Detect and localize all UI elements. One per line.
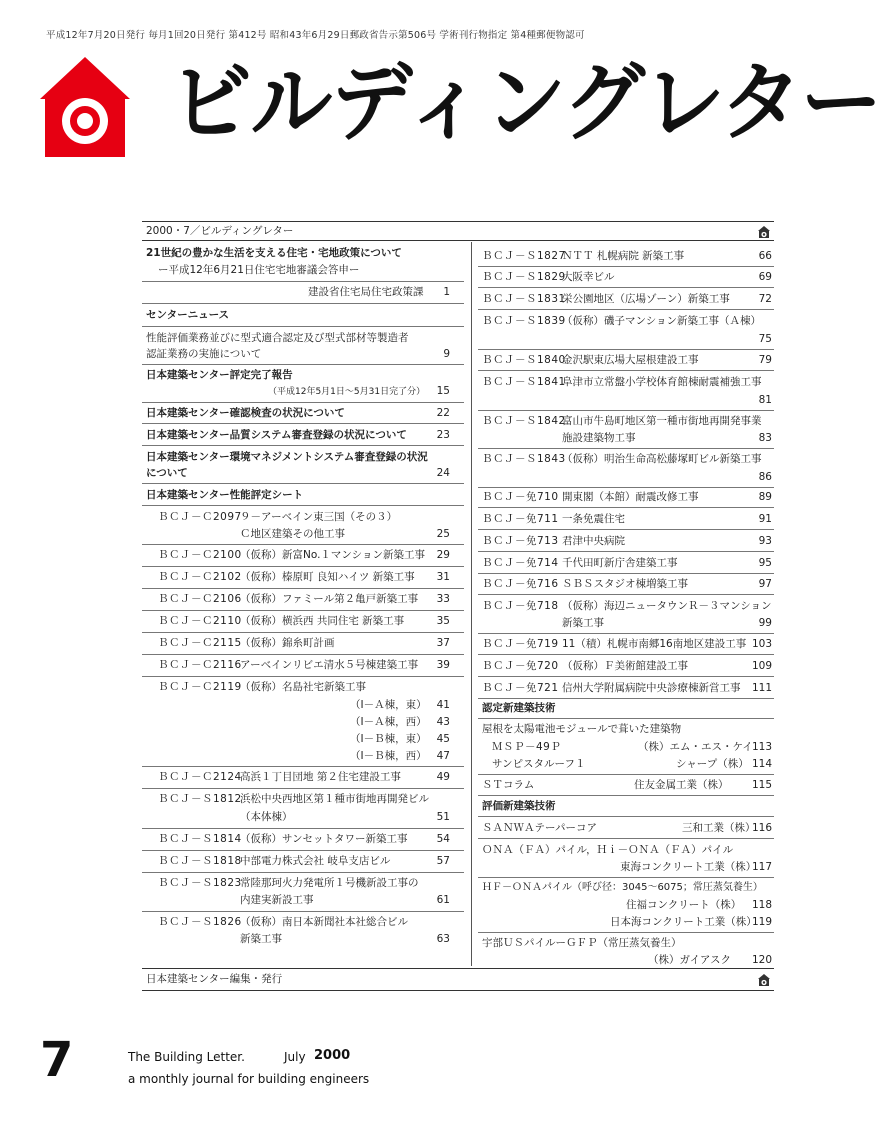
small-house-icon [758,974,770,986]
page-number: 47 [436,750,450,762]
page-number: 113 [751,741,772,753]
tech-product: ＳＡＮＷＡテーパーコア [482,822,597,834]
entry-code: ＢＣＪ－免716 [482,578,559,590]
entry-title: 高浜１丁目団地 第２住宅建設工事 [240,771,401,783]
section-eval-report: 日本建築センター評定完了報告 [146,369,293,381]
section-cert-new: 認定新建築技術 [482,702,556,714]
page-number: 66 [758,250,772,262]
tech-company: シャープ（株） [676,758,749,770]
news-text-2: 認証業務の実施について [146,348,262,360]
page-number: 33 [436,593,450,605]
page-number: 91 [758,513,772,525]
tech-company: 東海コンクリート工業（株） [620,861,757,873]
entry-title: ＮＴＴ 札幌病院 新築工事 [562,250,685,262]
footer-rule [142,968,774,969]
entry-title: 大阪幸ビル [562,271,615,283]
page-number: 89 [758,491,772,503]
entry-title: 11（積）札幌市南郷16南地区建設工事 [562,638,747,650]
page-number: 1 [443,286,450,298]
page-number: 69 [758,271,772,283]
page-number: 29 [436,549,450,561]
entry-title: 栄公園地区（広場ゾーン）新築工事 [562,293,730,305]
feature-author: 建設省住宅局住宅政策課 [308,286,424,298]
page-number: 81 [758,394,772,406]
entry-code: ＢＣＪ－Ｓ1812 [158,793,242,805]
entry-code: ＢＣＪ－Ｃ2110 [158,615,242,627]
entry-code: ＢＣＪ－Ｃ2106 [158,593,242,605]
entry-code: ＢＣＪ－免713 [482,535,559,547]
page-number: 118 [751,899,772,911]
entry-title: （仮称）南日本新聞社本社総合ビル [240,916,408,928]
page-number: 103 [751,638,772,650]
tech-product: ＳＴコラム [482,779,535,791]
header-line: 2000・7／ビルディングレター [146,225,294,237]
page-number: 23 [436,429,450,441]
section-quality: 日本建築センター品質システム審査登録の状況について [146,429,407,441]
entry-code: ＢＣＪ－Ｃ2097 [158,511,242,523]
english-date-year: 2000 [314,1048,351,1063]
page-number: 22 [436,407,450,419]
page-number: 109 [751,660,772,672]
english-title: The Building Letter. [128,1050,245,1064]
entry-title: （仮称）磯子マンション新築工事（Ａ棟） [562,315,762,327]
entry-title: 施設建築物工事 [562,432,636,444]
entry-title: 阜津市立常盤小学校体育館棟耐震補強工事 [562,376,762,388]
entry-title: Ｃ地区建築その他工事 [240,528,345,540]
page-number: 72 [758,293,772,305]
entry-subtitle: （Ⅰ－Ａ棟，西） [350,716,427,728]
section-confirm: 日本建築センター確認検査の状況について [146,407,345,419]
entry-title: 金沢駅東広場大屋根建設工事 [562,354,699,366]
page-number: 75 [758,333,772,345]
tech-company: 住友金属工業（株） [634,779,729,791]
entry-code: ＢＣＪ－Ｓ1839 [482,315,566,327]
entry-title: 浜松中央西地区第１種市街地再開発ビル [240,793,429,805]
entry-code: ＢＣＪ－Ｃ2124 [158,771,242,783]
page-number: 25 [436,528,450,540]
entry-title: 中部電力株式会社 岐阜支店ビル [240,855,391,867]
feature-subtitle: ー平成12年6月21日住宅宅地審議会答申ー [158,264,360,276]
page-number: 120 [751,954,772,966]
entry-code: ＢＣＪ－Ｃ2119 [158,681,242,693]
entry-title: 一条免震住宅 [562,513,625,525]
page-number: 41 [436,699,450,711]
page-number: 97 [758,578,772,590]
entry-subtitle: （Ⅰ－Ｂ棟，西） [350,750,427,762]
entry-title: 信州大学附属病院中央診療棟新営工事 [562,682,741,694]
entry-title: （仮称）名島社宅新築工事 [240,681,366,693]
entry-title: （仮称）サンセットタワー新築工事 [240,833,408,845]
header-rule-2 [142,240,774,241]
page-number: 57 [436,855,450,867]
entry-subtitle: （Ⅰ－Ａ棟，東） [350,699,427,711]
section-center-news: センターニュース [146,309,230,321]
page-number: 9 [443,348,450,360]
tech-product: ＯＮＡ（ＦＡ）パイル，Ｈｉ－ＯＮＡ（ＦＡ）パイル [482,844,734,856]
entry-code: ＢＣＪ－Ｓ1829 [482,271,566,283]
page-number: 39 [436,659,450,671]
entry-title: アーベインリビエ清水５号棟建築工事 [240,659,419,671]
entry-title: （仮称）錦糸町計画 [240,637,335,649]
entry-code: ＢＣＪ－免714 [482,557,559,569]
entry-code: ＢＣＪ－Ｓ1827 [482,250,566,262]
section-env-2: について [146,467,188,479]
entry-code: ＢＣＪ－Ｃ2115 [158,637,242,649]
entry-title: 千代田町新庁舎建築工事 [562,557,678,569]
house-logo-icon [40,57,130,157]
small-house-icon [758,226,770,238]
english-subtitle: a monthly journal for building engineers [128,1072,370,1086]
page-number: 49 [436,771,450,783]
entry-code: ＢＣＪ－Ｓ1826 [158,916,242,928]
entry-code: ＢＣＪ－Ｃ2102 [158,571,242,583]
entry-title: （仮称）明治生命高松藤塚町ビル新築工事 [562,453,762,465]
entry-code: ＢＣＪ－Ｃ2100 [158,549,242,561]
entry-title: （仮称）Ｆ美術館建設工事 [562,660,688,672]
entry-code: ＢＣＪ－免711 [482,513,559,525]
header-rule [142,221,774,222]
entry-title: （本体棟） [240,811,293,823]
eval-report-period: （平成12年5月1日～5月31日完了分） [268,387,426,397]
entry-title: ＳＢＳスタジオ棟増築工事 [562,578,688,590]
entry-code: ＢＣＪ－Ｓ1841 [482,376,566,388]
section-perf-sheet: 日本建築センター性能評定シート [146,489,304,501]
page-number: 45 [436,733,450,745]
tech-company: （株）エム・エス・ケイ [638,741,753,753]
entry-subtitle: （Ⅰ－Ｂ棟，東） [350,733,427,745]
tech-company: （株）ガイアスク [648,954,731,966]
entry-code: ＢＣＪ－Ｓ1843 [482,453,566,465]
entry-code: ＢＣＪ－Ｓ1831 [482,293,566,305]
entry-title: 新築工事 [562,617,604,629]
page-number: 86 [758,471,772,483]
issue-number: 7 [40,1032,74,1088]
page-number: 117 [751,861,772,873]
footer-line: 日本建築センター編集・発行 [146,973,283,985]
entry-code: ＢＣＪ－Ｃ2116 [158,659,242,671]
entry-title: （仮称）榛原町 良知ハイツ 新築工事 [240,571,415,583]
page-number: 114 [751,758,772,770]
tech-company: 日本海コンクリート工業（株） [610,916,757,928]
english-date-month: July [284,1050,306,1064]
tech-title: 屋根を太陽電池モジュールで葺いた建築物 [482,723,682,735]
page-number: 31 [436,571,450,583]
page-number: 116 [751,822,772,834]
entry-title: 常陸那珂火力発電所１号機新設工事の [240,877,419,889]
page-number: 79 [758,354,772,366]
page-number: 54 [436,833,450,845]
page-number: 61 [436,894,450,906]
entry-title: （仮称）ファミール第２亀戸新築工事 [240,593,419,605]
page-number: 111 [751,682,772,694]
page-number: 35 [436,615,450,627]
entry-code: ＢＣＪ－Ｓ1814 [158,833,242,845]
page-number: 83 [758,432,772,444]
column-divider [471,242,472,966]
page-number: 95 [758,557,772,569]
tech-product: サンピスタルーフ１ [492,758,586,770]
page-number: 63 [436,933,450,945]
entry-code: ＢＣＪ－免710 [482,491,559,503]
entry-title: 新築工事 [240,933,282,945]
tech-company: 住福コンクリート（株） [626,899,742,911]
masthead-title: ビルディングレター [170,53,881,153]
page-number: 99 [758,617,772,629]
entry-title: 富山市牛島町地区第一種市街地再開発事業 [562,415,762,427]
page-number: 15 [436,385,450,397]
entry-code: ＢＣＪ－免720 [482,660,559,672]
entry-title: 開東閣（本館）耐震改修工事 [562,491,699,503]
entry-title: （仮称）横浜西 共同住宅 新築工事 [240,615,405,627]
section-eval-new: 評価新建築技術 [482,800,556,812]
page-number: 24 [436,467,450,479]
page-number: 115 [751,779,772,791]
entry-code: ＢＣＪ－Ｓ1823 [158,877,242,889]
entry-code: ＢＣＪ－免719 [482,638,559,650]
tech-product: ＭＳＰ－49Ｐ [492,741,562,753]
page-number: 43 [436,716,450,728]
news-text-1: 性能評価業務並びに型式適合認定及び型式部材等製造者 [146,332,409,344]
entry-title: 君津中央病院 [562,535,625,547]
feature-title: 21世紀の豊かな生活を支える住宅・宅地政策について [146,247,402,259]
page-number: 51 [436,811,450,823]
publication-info: 平成12年7月20日発行 毎月1回20日発行 第412号 昭和43年6月29日郵政省告示第506号 学術刊行物指定 第4種郵便物認可 [46,30,585,41]
entry-code: ＢＣＪ－免718 [482,600,559,612]
entry-code: ＢＣＪ－Ｓ1840 [482,354,566,366]
entry-code: ＢＣＪ－免721 [482,682,559,694]
entry-code: ＢＣＪ－Ｓ1842 [482,415,566,427]
tech-product: 宇部ＵＳパイルーＧＦＰ（常圧蒸気養生） [482,937,682,949]
tech-company: 三和工業（株） [682,822,756,834]
entry-title: （仮称）海辺ニュータウンＲ－３マンション [562,600,772,612]
entry-code: ＢＣＪ－Ｓ1818 [158,855,242,867]
page-number: 93 [758,535,772,547]
entry-title: （仮称）新富No.１マンション新築工事 [240,549,425,561]
footer-rule-2 [142,990,774,991]
section-env-1: 日本建築センター環境マネジメントシステム審査登録の状況 [146,451,428,463]
page-number: 119 [751,916,772,928]
page-number: 37 [436,637,450,649]
entry-title: ９－アーベイン東三国（その３） [240,511,398,523]
entry-title: 内建実新設工事 [240,894,314,906]
tech-product: ＨＦ－ＯＮＡパイル（呼び径：3045～6075；常圧蒸気養生） [482,882,763,893]
